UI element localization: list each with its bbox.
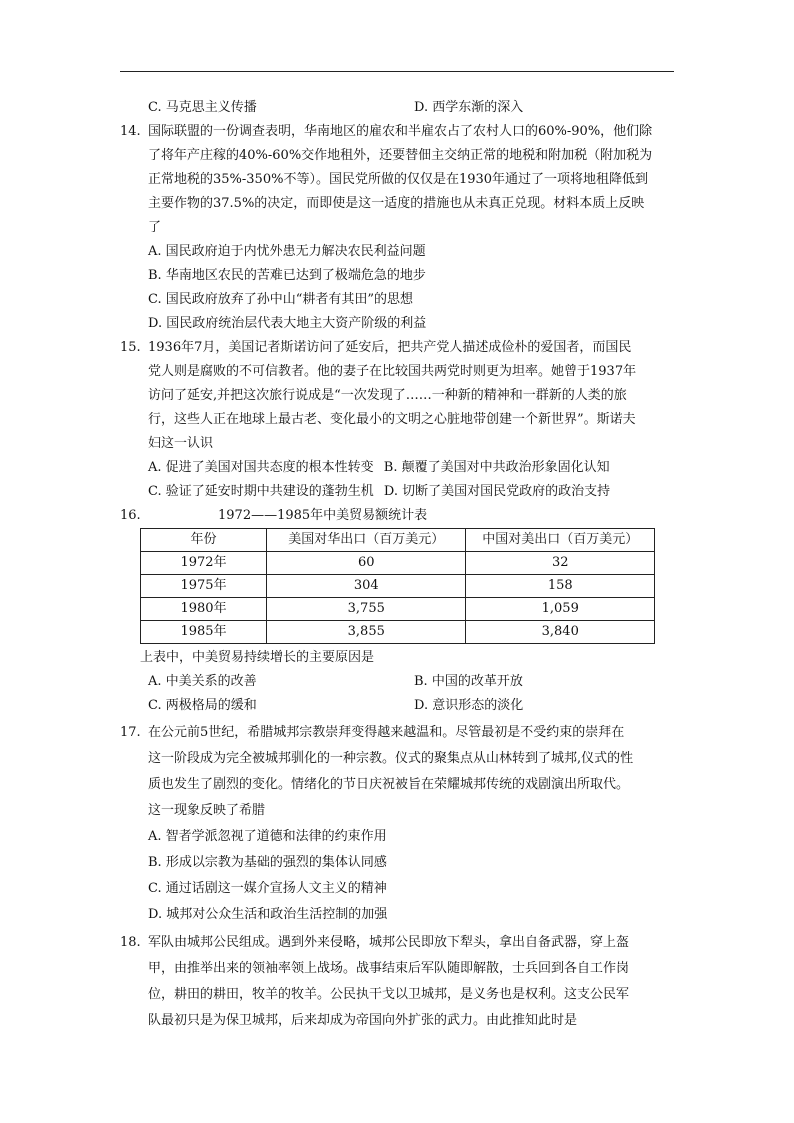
option-a: A. 国民政府迫于内忧外患无力解决农民利益问题 <box>148 244 426 259</box>
cell-year: 1980年 <box>141 598 267 621</box>
option-d: D. 意识形态的淡化 <box>414 698 524 713</box>
options-row-cd <box>120 694 680 718</box>
stem-line: 国际联盟的一份调查表明，华南地区的雇农和半雇农占了农村人口的60%-90%，他们除 <box>148 124 653 139</box>
cell-china-export: 1,059 <box>466 598 655 621</box>
stem-line: 党人则是腐败的不可信教者。他的妻子在比较国共两党时则更为坦率。她曾于1937年 <box>148 364 637 379</box>
exam-content <box>120 96 680 1034</box>
stem-line: 了 <box>148 220 162 235</box>
cell-year: 1985年 <box>141 621 267 644</box>
stem-line: 质也发生了剧烈的变化。情绪化的节日庆祝被旨在荣耀城邦传统的戏剧演出所取代。 <box>148 777 630 792</box>
question-number: 16. <box>120 508 141 523</box>
question-16-stem: 上表中，中美贸易持续增长的主要原因是 <box>140 650 375 665</box>
question-stem <box>148 120 680 240</box>
option-a: A. 中美关系的改善 <box>148 674 257 689</box>
stem-line: 主要作物的37.5%的决定，而即使是这一适度的措施也从未真正兑现。材料本质上反映 <box>148 196 645 211</box>
question-17 <box>120 720 680 824</box>
cell-year: 1972年 <box>141 552 267 575</box>
stem-line: 在公元前5世纪，希腊城邦宗教崇拜变得越来越温和。尽管最初是不受约束的崇拜在 <box>148 725 625 740</box>
stem-line: 1936年7月，美国记者斯诺访问了延安后，把共产党人描述成俭朴的爱国者，而国民 <box>148 340 632 355</box>
option-c: C. 验证了延安时期中共建设的蓬勃生机 <box>148 484 374 499</box>
cell-year: 1975年 <box>141 575 267 598</box>
option-b: B. 形成以宗教为基础的强烈的集体认同感 <box>148 855 387 870</box>
option-c: C. 两极格局的缓和 <box>148 698 257 713</box>
question-number: 17. <box>120 725 141 740</box>
header-year: 年份 <box>141 529 267 552</box>
stem-line: 军队由城邦公民组成。遇到外来侵略，城邦公民即放下犁头，拿出自备武器，穿上盔 <box>148 935 630 950</box>
option-d: D. 西学东渐的深入 <box>414 100 524 115</box>
cell-us-export: 3,855 <box>267 621 466 644</box>
question-stem <box>148 720 680 824</box>
prev-question-options <box>120 96 680 120</box>
stem-line: 位，耕田的耕田，牧羊的牧羊。公民执干戈以卫城邦，是义务也是权利。这支公民军 <box>148 987 630 1002</box>
question-number: 15. <box>120 340 141 355</box>
option-c: C. 马克思主义传播 <box>148 100 257 115</box>
option-a: A. 促进了美国对国共态度的根本性转变 <box>148 460 374 475</box>
options-row-ab <box>120 456 680 480</box>
trade-table <box>140 528 655 644</box>
option-a: A. 智者学派忽视了道德和法律的约束作用 <box>148 829 387 844</box>
stem-line: 这一现象反映了希腊 <box>148 803 266 818</box>
question-18 <box>120 930 680 1034</box>
stem-line: 访问了延安,并把这次旅行说成是“一次发现了……一种新的精神和一群新的人类的旅 <box>148 388 627 403</box>
question-stem <box>148 336 680 456</box>
header-us-export: 美国对华出口（百万美元） <box>267 529 466 552</box>
option-b: B. 中国的改革开放 <box>414 674 523 689</box>
table-row <box>141 598 655 621</box>
question-16-title-row <box>120 504 680 528</box>
option-d: D. 国民政府统治层代表大地主大资产阶级的利益 <box>148 316 427 331</box>
option-b: B. 华南地区农民的苦难已达到了极端危急的地步 <box>148 268 426 283</box>
stem-line: 行，这些人正在地球上最古老、变化最小的文明之心脏地带创建一个新世界”。斯诺夫 <box>148 412 636 427</box>
cell-china-export: 158 <box>466 575 655 598</box>
option-d: D. 城邦对公众生活和政治生活控制的加强 <box>148 907 388 922</box>
question-14 <box>120 120 680 240</box>
option-c: C. 国民政府放弃了孙中山“耕者有其田”的思想 <box>148 292 414 307</box>
table-row <box>141 552 655 575</box>
stem-line: 了将年产庄稼的40%-60%交作地租外，还要替佃主交纳正常的地税和附加税（附加税为 <box>148 148 653 163</box>
options-row-ab <box>120 670 680 694</box>
stem-line: 正常地税的35%-350%不等）。国民党所做的仅仅是在1930年通过了一项将地租降低到 <box>148 172 649 187</box>
table-header-row <box>141 529 655 552</box>
question-15 <box>120 336 680 456</box>
stem-line: 队最初只是为保卫城邦，后来却成为帝国向外扩张的武力。由此推知此时是 <box>148 1013 578 1028</box>
question-number: 14. <box>120 124 141 139</box>
cell-us-export: 60 <box>267 552 466 575</box>
cell-china-export: 32 <box>466 552 655 575</box>
cell-us-export: 304 <box>267 575 466 598</box>
table-title: 1972——1985年中美贸易额统计表 <box>218 508 428 523</box>
table-row <box>141 575 655 598</box>
stem-line: 这一阶段成为完全被城邦驯化的一种宗教。仪式的聚集点从山林转到了城邦,仪式的性 <box>148 751 634 766</box>
options-row-cd <box>120 480 680 504</box>
option-c: C. 通过话剧这一媒介宣扬人文主义的精神 <box>148 881 387 896</box>
option-d: D. 切断了美国对国民党政府的政治支持 <box>383 484 611 499</box>
stem-line: 妇这一认识 <box>148 436 214 451</box>
stem-line: 甲，由推举出来的领袖率领上战场。战事结束后军队随即解散，士兵回到各自工作岗 <box>148 961 630 976</box>
question-number: 18. <box>120 935 141 950</box>
header-china-export: 中国对美出口（百万美元） <box>466 529 655 552</box>
table-row <box>141 621 655 644</box>
header-rule <box>120 71 674 72</box>
cell-china-export: 3,840 <box>466 621 655 644</box>
option-b: B. 颠覆了美国对中共政治形象固化认知 <box>383 460 610 475</box>
cell-us-export: 3,755 <box>267 598 466 621</box>
